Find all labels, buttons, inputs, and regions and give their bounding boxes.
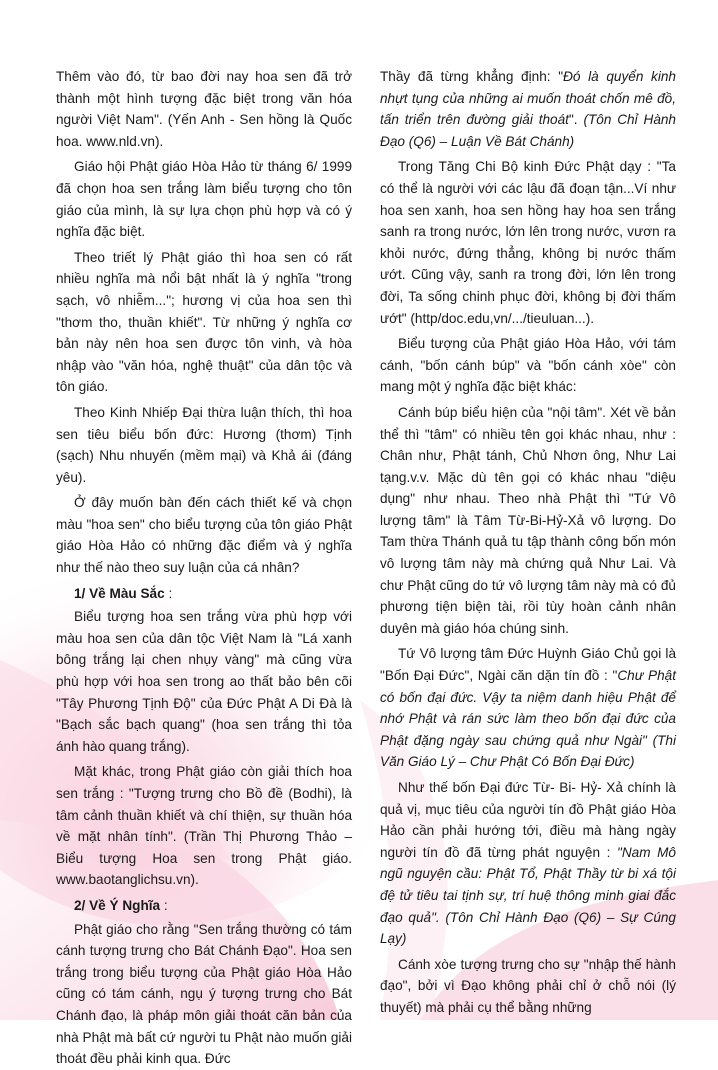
citation-italic: (Tôn Chỉ Hành Đạo (Q6) – Luận Về Bát Chánh)	[380, 112, 676, 149]
paragraph	[380, 643, 676, 773]
paragraph	[380, 66, 676, 152]
paragraph	[380, 777, 676, 950]
paragraph: Giáo hội Phật giáo Hòa Hảo từ tháng 6/ 1999 đã chọn hoa sen trắng làm biểu tượng cho tôn giáo của mình, là sự lựa chọn phù hợp và có ý nghĩa đặc biệt.	[56, 159, 352, 240]
paragraph: Ở đây muốn bàn đến cách thiết kế và chọn màu "hoa sen" cho biểu tượng của tôn giáo Phật giáo Hòa Hảo có những đặc điểm và ý nghĩa như thế nào theo suy luận của cá nhân?	[56, 495, 352, 576]
section-heading-color	[56, 583, 352, 605]
text-run: Thầy đã từng khẳng định: "	[380, 69, 564, 84]
paragraph: Phật giáo cho rằng "Sen trắng thường có tám cánh tượng trưng cho Bát Chánh Đạo". Hoa sen trắng trong biểu tượng của Phật giáo Hòa Hảo cũng có tám cánh, ngụ ý tượng trưng cho Bát Chánh đạo, là pháp môn giải thoát căn bản của nhà Phật mà bất cứ người tu Phật nào muốn giải thoát đều phải kinh qua. Đức	[56, 921, 352, 1067]
quote-italic: "Nam Mô ngũ nguyện cầu: Phật Tổ, Phật Thầy từ bi xá tội đệ tử tiêu tai tịnh sự, trí huệ thông minh giai đắc đạo quả". (Tôn Chỉ Hành Đạo (Q6) – Sự Cúng Lạy)	[380, 844, 676, 947]
paragraph: Thêm vào đó, từ bao đời nay hoa sen đã trở thành một hình tượng đặc biệt trong văn hóa người Việt Nam". (Yến Anh - Sen hồng là Quốc hoa. www.nld.vn).	[56, 69, 352, 149]
heading-text: 1/ Về Màu Sắc	[74, 585, 165, 601]
paragraph: Mặt khác, trong Phật giáo còn giải thích hoa sen trắng : "Tượng trưng cho Bồ đề (Bodhi), là tâm cảnh thuần khiết và chí thiện, sự thuần hóa về mặt nhân tính". (Trần Thị Phương Thảo – Biểu tượng Hoa sen trong Phật giáo. www.baotanglichsu.vn).	[56, 764, 352, 888]
heading-colon: :	[164, 585, 173, 601]
paragraph: Biểu tượng của Phật giáo Hòa Hảo, với tám cánh, "bốn cánh búp" và "bốn cánh xòe" còn mang một ý nghĩa đặc biệt khác:	[380, 336, 676, 395]
paragraph: Biểu tượng hoa sen trắng vừa phù hợp với màu hoa sen của dân tộc Việt Nam là "Lá xanh bông trắng lại chen nhụy vàng" mà cũng vừa phù hợp với hoa sen trong ao thất bảo bên cõi "Tây Phương Tịnh Độ" của Đức Phật A Di Đà là "Bạch sắc bạch quang" (hoa sen trắng thì tỏa ánh hào quang trắng).	[56, 609, 352, 754]
paragraph: Trong Tăng Chi Bộ kinh Đức Phật dạy : "Ta có thể là người với các lậu đã đoạn tận...Ví như hoa sen xanh, hoa sen hồng hay hoa sen trắng sanh ra trong nước, lớn lên trong nước, vươn ra khỏi nước, đứng thẳng, không bị nước thấm ướt. Cũng vậy, sanh ra trong đời, lớn lên trong đời, Ta sống chinh phục đời, không bị đời thấm ướt" (http/doc.edu,vn/.../tieuluan...).	[380, 159, 676, 326]
heading-colon: :	[160, 897, 168, 913]
quote-italic: Đó là quyển kinh nhựt tụng của những ai muốn thoát chốn mê đồ, tấn triển trên đường giải thoát	[380, 69, 676, 128]
article-page	[56, 66, 677, 1067]
paragraph: Theo triết lý Phật giáo thì hoa sen có rất nhiều nghĩa mà nổi bật nhất là ý nghĩa "trong sạch, vô nhiễm..."; hương vị của hoa sen thì "thơm tho, thuần khiết". Từ những ý nghĩa cơ bản này nên hoa sen được tôn vinh, và hòa nhập vào "văn hóa, nghệ thuật" của dân tộc và tôn giáo.	[56, 249, 352, 395]
left-column	[56, 66, 352, 1067]
text-run: Tứ Vô lượng tâm Đức Huỳnh Giáo Chủ gọi là "Bốn Đại Đức", Ngài căn dặn tín đồ : "	[380, 646, 676, 684]
paragraph: Cánh xòe tượng trưng cho sự "nhập thế hành đạo", bởi vì Đạo không phải chỉ ở chỗ nói (lý thuyết) mà phải cụ thể bằng những	[380, 956, 676, 1015]
quote-italic: Chư Phật có bốn đại đức. Vậy ta niệm danh hiệu Phật để nhớ Phật và rán sức làm theo bốn đại đức của Phật đặng ngày sau chứng quả như Ngài" (Thi Văn Giáo Lý – Chư Phật Có Bốn Đại Đức)	[380, 668, 677, 770]
section-heading-meaning	[56, 895, 352, 917]
right-column	[380, 66, 677, 1015]
text-run: Như thế bốn Đại đức Từ- Bi- Hỷ- Xả chính là quả vị, mục tiêu của người tín đồ Phật giáo Hòa Hảo cần phải hướng tới, điều mà hàng ngày người tín đồ đã từng phát nguyện :	[380, 780, 676, 860]
paragraph: Theo Kinh Nhiếp Đại thừa luận thích, thì hoa sen tiêu biểu bốn đức: Hương (thơm) Tịnh (sạch) Nhu nhuyến (mềm mại) và Khả ái (đáng yêu).	[56, 404, 352, 485]
text-run: ".	[568, 112, 584, 128]
heading-text: 2/ Về Ý Nghĩa	[74, 897, 161, 913]
paragraph: Cánh búp biểu hiện của "nội tâm". Xét về bản thể thì "tâm" có nhiều tên gọi khác nhau, như : Chân như, Phật tánh, Chủ Nhơn ông, Như Lai tạng.v.v. Mặc dù tên gọi có khác nhau "diệu dụng" như nhau. Theo nhà Phật thì "Tứ Vô lượng tâm" là Tâm Từ-Bi-Hỷ-Xả vô lượng. Do Tam thừa Thánh quả tu tập thành công bốn món vô lượng tâm này mà chứng quả Như Lai. Và chư Phật cũng do tứ vô lượng tâm này mà có đủ phương tiện biện tài, rồi tùy hoàn cảnh nhân duyên mà giáo hóa chúng sinh.	[380, 404, 676, 636]
